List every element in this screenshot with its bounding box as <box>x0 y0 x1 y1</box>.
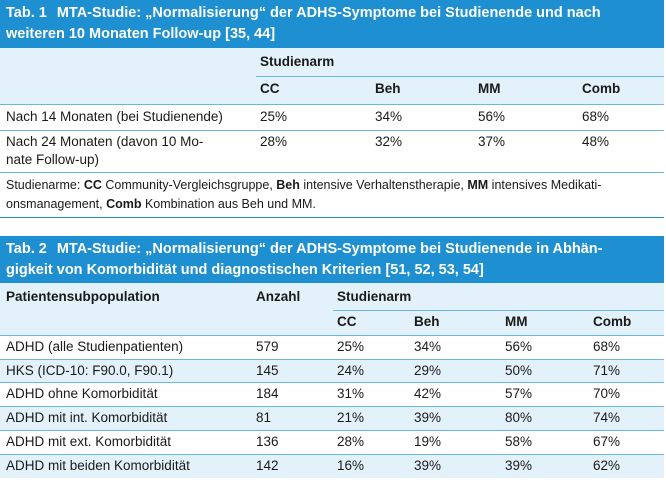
cell-comb: 48% <box>582 134 610 149</box>
footnote-beh: Beh <box>276 178 300 192</box>
table-2-number: Tab. 2 <box>6 241 47 257</box>
cell-mm: 58% <box>505 434 533 449</box>
cell-beh: 42% <box>414 386 442 401</box>
footnote-beh-text: intensive Verhaltenstherapie, <box>299 178 468 192</box>
cell-cc: 25% <box>337 339 365 354</box>
row-label: ADHD ohne Komorbidität <box>6 386 158 401</box>
cell-comb: 74% <box>593 410 621 425</box>
row-label: Nach 14 Monaten (bei Studienende) <box>6 109 223 124</box>
cell-cc: 31% <box>337 386 365 401</box>
cell-count: 142 <box>256 458 279 473</box>
cell-mm: 37% <box>478 134 506 149</box>
table-2-group-header: Studienarm <box>337 289 412 304</box>
table-1-title-line1: MTA-Studie: „Normalisierung“ der ADHS-Symptome bei Studienende und nach <box>56 5 601 21</box>
table-1-footnote <box>0 173 664 218</box>
table-1 <box>0 0 664 218</box>
footnote-cc: CC <box>83 178 102 192</box>
cell-mm: 39% <box>505 458 533 473</box>
table-1-col-beh: Beh <box>375 81 401 96</box>
table-2-col-mm: MM <box>505 314 528 329</box>
table-2-col-count: Anzahl <box>256 289 301 304</box>
cell-cc: 25% <box>260 109 288 124</box>
cell-comb: 68% <box>582 109 610 124</box>
table-2-col-beh: Beh <box>414 314 440 329</box>
row-label: ADHD mit beiden Komorbidität <box>6 458 190 473</box>
cell-comb: 62% <box>593 458 621 473</box>
table-1-title <box>0 0 664 48</box>
table-row <box>0 383 664 406</box>
cell-mm: 57% <box>505 386 533 401</box>
cell-comb: 68% <box>593 339 621 354</box>
cell-mm: 56% <box>478 109 506 124</box>
cell-mm: 50% <box>505 363 533 378</box>
cell-comb: 70% <box>593 386 621 401</box>
cell-count: 81 <box>256 410 272 425</box>
cell-cc: 28% <box>337 434 365 449</box>
table-2 <box>0 236 664 495</box>
cell-cc: 16% <box>337 458 365 473</box>
cell-cc: 28% <box>260 134 288 149</box>
table-2-title <box>0 236 664 283</box>
table-2-title-line1: MTA-Studie: „Normalisierung“ der ADHS-Symptome bei Studienende in Abhän- <box>56 241 603 257</box>
table-row <box>0 105 664 130</box>
cell-beh: 34% <box>414 339 442 354</box>
table-1-col-comb: Comb <box>582 81 621 96</box>
table-1-header <box>0 48 664 104</box>
table-2-col-cc: CC <box>337 314 357 329</box>
cell-cc: 21% <box>337 410 365 425</box>
table-row <box>0 407 664 430</box>
cell-mm: 56% <box>505 339 533 354</box>
footnote-comb-text: Kombination aus Beh und MM. <box>141 197 316 211</box>
cell-cc: 24% <box>337 363 365 378</box>
footnote-cc-text: Community-Vergleichsgruppe, <box>101 178 277 192</box>
footnote-mm-text: intensives Medikati- <box>488 178 602 192</box>
table-row <box>0 131 664 172</box>
table-2-title-line2: gigkeit von Komorbidität und diagnostischen Kriterien [51, 52, 53, 54] <box>6 262 484 278</box>
cell-beh: 32% <box>375 134 403 149</box>
cell-count: 136 <box>256 434 279 449</box>
cell-beh: 29% <box>414 363 442 378</box>
table-1-title-line2: weiteren 10 Monaten Follow-up [35, 44] <box>6 26 276 42</box>
cell-comb: 67% <box>593 434 621 449</box>
table-1-number: Tab. 1 <box>6 5 47 21</box>
table-2-col-population: Patientensubpopulation <box>6 289 160 304</box>
table-2-col-comb: Comb <box>593 314 632 329</box>
table-row <box>0 431 664 454</box>
cell-count: 145 <box>256 363 279 378</box>
table-1-group-header: Studienarm <box>260 54 335 69</box>
footnote-mm: MM <box>467 178 489 192</box>
table-row <box>0 360 664 383</box>
footnote-line2: onsmanagement, <box>6 197 107 211</box>
cell-mm: 80% <box>505 410 533 425</box>
cell-beh: 34% <box>375 109 403 124</box>
table-row <box>0 336 664 359</box>
cell-count: 579 <box>256 339 279 354</box>
cell-comb: 71% <box>593 363 621 378</box>
footnote-prefix: Studienarme: <box>6 178 84 192</box>
footnote-comb: Comb <box>106 197 142 211</box>
cell-count: 184 <box>256 386 279 401</box>
table-1-col-mm: MM <box>478 81 501 96</box>
table-row <box>0 455 664 478</box>
table-1-col-cc: CC <box>260 81 280 96</box>
cell-beh: 19% <box>414 434 442 449</box>
row-label-line1: Nach 24 Monaten (davon 10 Mo- <box>6 134 204 149</box>
row-label: HKS (ICD-10: F90.0, F90.1) <box>6 363 174 378</box>
row-label-line2: nate Follow-up) <box>6 152 100 167</box>
row-label: ADHD (alle Studienpatienten) <box>6 339 184 354</box>
cell-beh: 39% <box>414 458 442 473</box>
row-label: ADHD mit ext. Komorbidität <box>6 434 172 449</box>
cell-beh: 39% <box>414 410 442 425</box>
table-2-header <box>0 283 664 335</box>
row-label: ADHD mit int. Komorbidität <box>6 410 168 425</box>
